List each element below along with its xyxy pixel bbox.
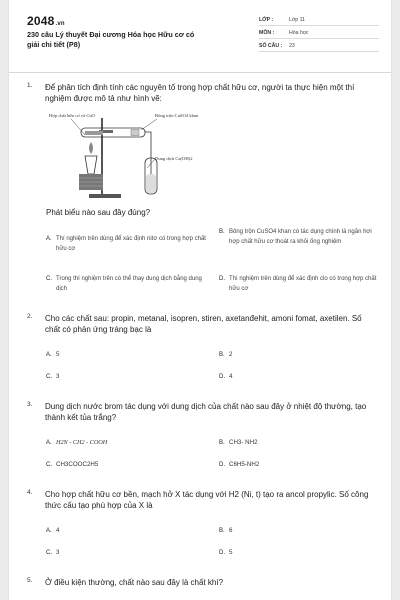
question-4 xyxy=(27,489,377,511)
option-letter: C. xyxy=(46,276,52,282)
option-text: Bông trộn CuSO4 khan có tác dụng chính là ngăn hơi hợp chất hữu cơ thoát ra khỏi ống nghiệm xyxy=(229,229,372,245)
meta-value: Lớp 11 xyxy=(289,17,305,23)
option-text: 5 xyxy=(229,549,233,556)
question-1-subprompt: Phát biểu nào sau đây đúng? xyxy=(46,208,151,217)
meta-value: 23 xyxy=(289,43,295,49)
option-text: 3 xyxy=(56,549,60,556)
q3-option-d[interactable] xyxy=(219,460,259,470)
question-3 xyxy=(27,401,377,423)
option-letter: D. xyxy=(219,550,225,556)
option-text: 2 xyxy=(229,351,233,358)
meta-label: MÔN : xyxy=(259,30,275,36)
question-text: Cho các chất sau: propin, metanal, isopren, stiren, axetanđehit, amoni fomat, axetilen. Số chất có phản ứng tráng bạc là xyxy=(45,314,362,334)
option-text: 5 xyxy=(56,351,60,358)
meta-label: SỐ CÂU : xyxy=(259,43,283,49)
question-text: Cho hợp chất hữu cơ bền, mạch hở X tác dụng với H2 (Ni, t) tạo ra ancol propylic. Số công thức cấu tạo phù hợp của X là xyxy=(45,490,369,510)
meta-row-count xyxy=(259,40,379,52)
question-text: Để phân tích định tính các nguyên tố trong hợp chất hữu cơ, người ta thực hiện một thí nghiệm được mô tả như hình vẽ: xyxy=(45,83,355,103)
logo-tld: .vn xyxy=(55,21,65,27)
q2-option-a[interactable] xyxy=(46,350,59,360)
q2-option-b[interactable] xyxy=(219,350,232,360)
option-letter: A. xyxy=(46,352,52,358)
q2-option-c[interactable] xyxy=(46,372,59,382)
q1-option-d[interactable] xyxy=(219,274,379,294)
q4-option-b[interactable] xyxy=(219,526,232,536)
document-title: 230 câu Lý thuyết Đại cương Hóa học Hữu cơ có giải chi tiết (P8) xyxy=(27,30,195,49)
option-letter: A. xyxy=(46,528,52,534)
question-2 xyxy=(27,313,377,335)
meta-row-subject xyxy=(259,27,379,39)
document-page xyxy=(8,0,392,600)
q2-option-d[interactable] xyxy=(219,372,232,382)
option-text: C6H5-NH2 xyxy=(229,461,260,468)
q3-option-a[interactable] xyxy=(46,438,107,448)
option-text: CH3COOC2H5 xyxy=(56,461,99,468)
question-number: 4. xyxy=(27,489,33,496)
option-letter: D. xyxy=(219,276,225,282)
option-letter: C. xyxy=(46,374,52,380)
document-header xyxy=(9,0,391,66)
meta-value: Hóa học xyxy=(289,30,309,36)
option-letter: B. xyxy=(219,528,225,534)
question-number: 1. xyxy=(27,82,33,89)
q4-option-d[interactable] xyxy=(219,548,232,558)
option-text: 4 xyxy=(229,373,233,380)
option-letter: C. xyxy=(46,462,52,468)
option-letter: D. xyxy=(219,462,225,468)
option-text: 6 xyxy=(229,527,233,534)
meta-row-class xyxy=(259,14,379,26)
q3-option-c[interactable] xyxy=(46,460,98,470)
option-text: Thí nghiệm trên dùng để xác định clo có trong hợp chất hữu cơ xyxy=(229,276,377,292)
document-meta xyxy=(259,14,379,53)
question-number: 2. xyxy=(27,313,33,320)
option-letter: C. xyxy=(46,550,52,556)
q4-option-a[interactable] xyxy=(46,526,59,536)
q3-option-b[interactable] xyxy=(219,438,258,448)
q1-option-c[interactable] xyxy=(46,274,206,294)
question-1 xyxy=(27,82,377,104)
header-divider xyxy=(9,72,391,73)
diagram-label-bottom-right: Dung dịch Ca(OH)2 xyxy=(155,156,193,161)
q1-option-b[interactable] xyxy=(219,227,379,247)
option-letter: A. xyxy=(46,236,52,242)
option-text: 3 xyxy=(56,373,60,380)
question-number: 5. xyxy=(27,577,33,584)
option-text: Thí nghiệm trên dùng để xác định nitơ có trong hợp chất hữu cơ xyxy=(56,236,206,252)
option-text: Trong thí nghiệm trên có thể thay dung dịch bằng dung dịch xyxy=(56,276,202,292)
option-text: 4 xyxy=(56,527,60,534)
option-letter: B. xyxy=(219,440,225,446)
option-text: H2N - CH2 - COOH xyxy=(56,439,108,446)
question-5 xyxy=(27,577,377,588)
site-logo[interactable] xyxy=(27,14,65,28)
diagram-label-top-right: Bông trộn CuSO4 khan xyxy=(155,113,199,118)
q4-option-c[interactable] xyxy=(46,548,59,558)
experiment-diagram xyxy=(45,108,215,204)
logo-text: 2048 xyxy=(27,14,55,28)
option-text: CH3- NH2 xyxy=(229,439,258,446)
meta-label: LỚP : xyxy=(259,17,274,23)
diagram-label-left: Hợp chất hữu cơ và CuO xyxy=(49,113,96,118)
option-letter: B. xyxy=(219,229,225,235)
question-text: Dung dịch nước brom tác dụng với dung dịch của chất nào sau đây ở nhiệt độ thường, tạo thành kết tủa trắng? xyxy=(45,402,367,422)
option-letter: D. xyxy=(219,374,225,380)
question-text: Ở điều kiện thường, chất nào sau đây là chất khí? xyxy=(45,578,224,587)
option-letter: A. xyxy=(46,440,52,446)
question-number: 3. xyxy=(27,401,33,408)
q1-option-a[interactable] xyxy=(46,234,206,254)
option-letter: B. xyxy=(219,352,225,358)
